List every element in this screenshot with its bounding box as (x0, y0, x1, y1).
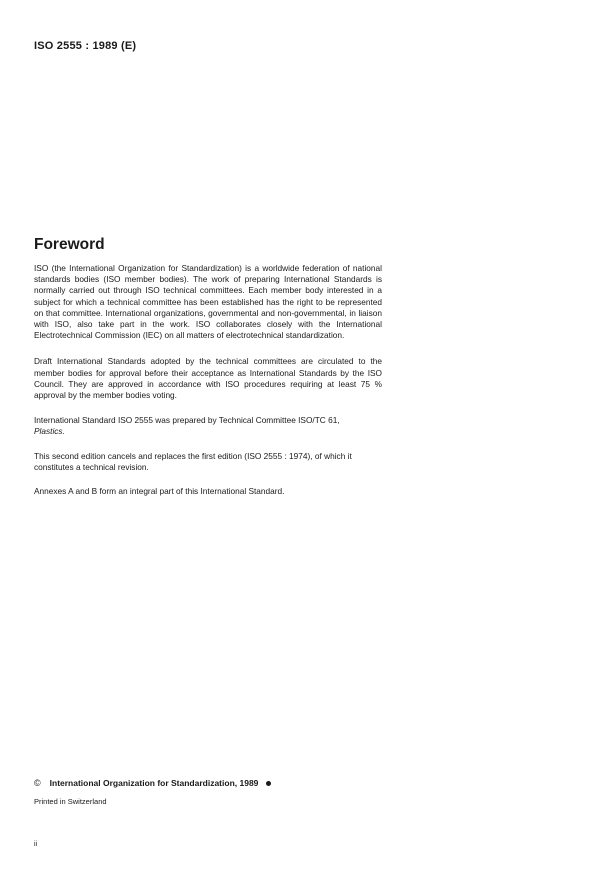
copyright-text: International Organization for Standardization, 1989 (49, 778, 259, 788)
committee-name: Plastics. (34, 426, 65, 437)
printed-location: Printed in Switzerland (34, 797, 107, 806)
foreword-paragraph: Annexes A and B form an integral part of this International Standard. (34, 486, 285, 497)
foreword-title: Foreword (34, 236, 105, 253)
copyright-icon: © (34, 778, 41, 788)
paragraph-text: International Standard ISO 2555 was prepared by Technical Committee ISO/TC 61, (34, 415, 340, 426)
foreword-paragraph: ISO (the International Organization for Standardization) is a worldwide federation of national standards bodies (ISO member bodies). The work of preparing International Standards is normally carried out through ISO technical committees. Each member body interested in a subject for which a technical committee has been established has the right to be represented on that committee. International organizations, governmental and non-governmental, in liaison with ISO, also take part in the work. ISO collaborates closely with the International Electrotechnical Commission (IEC) on all matters of electrotechnical standardization. (34, 263, 382, 341)
foreword-paragraph: This second edition cancels and replaces the first edition (ISO 2555 : 1974), of which it constitutes a technical revision. (34, 450, 352, 472)
foreword-paragraph (34, 415, 382, 437)
bullet-icon (266, 781, 271, 786)
foreword-body (34, 263, 382, 511)
copyright-line (34, 778, 271, 788)
page-number: ii (34, 841, 38, 848)
foreword-paragraph: Draft International Standards adopted by the technical committees are circulated to the member bodies for approval before their acceptance as International Standards by the ISO Council. They are approved in accordance with ISO procedures requiring at least 75 % approval by the member bodies voting. (34, 356, 382, 401)
document-header: ISO 2555 : 1989 (E) (34, 40, 137, 52)
